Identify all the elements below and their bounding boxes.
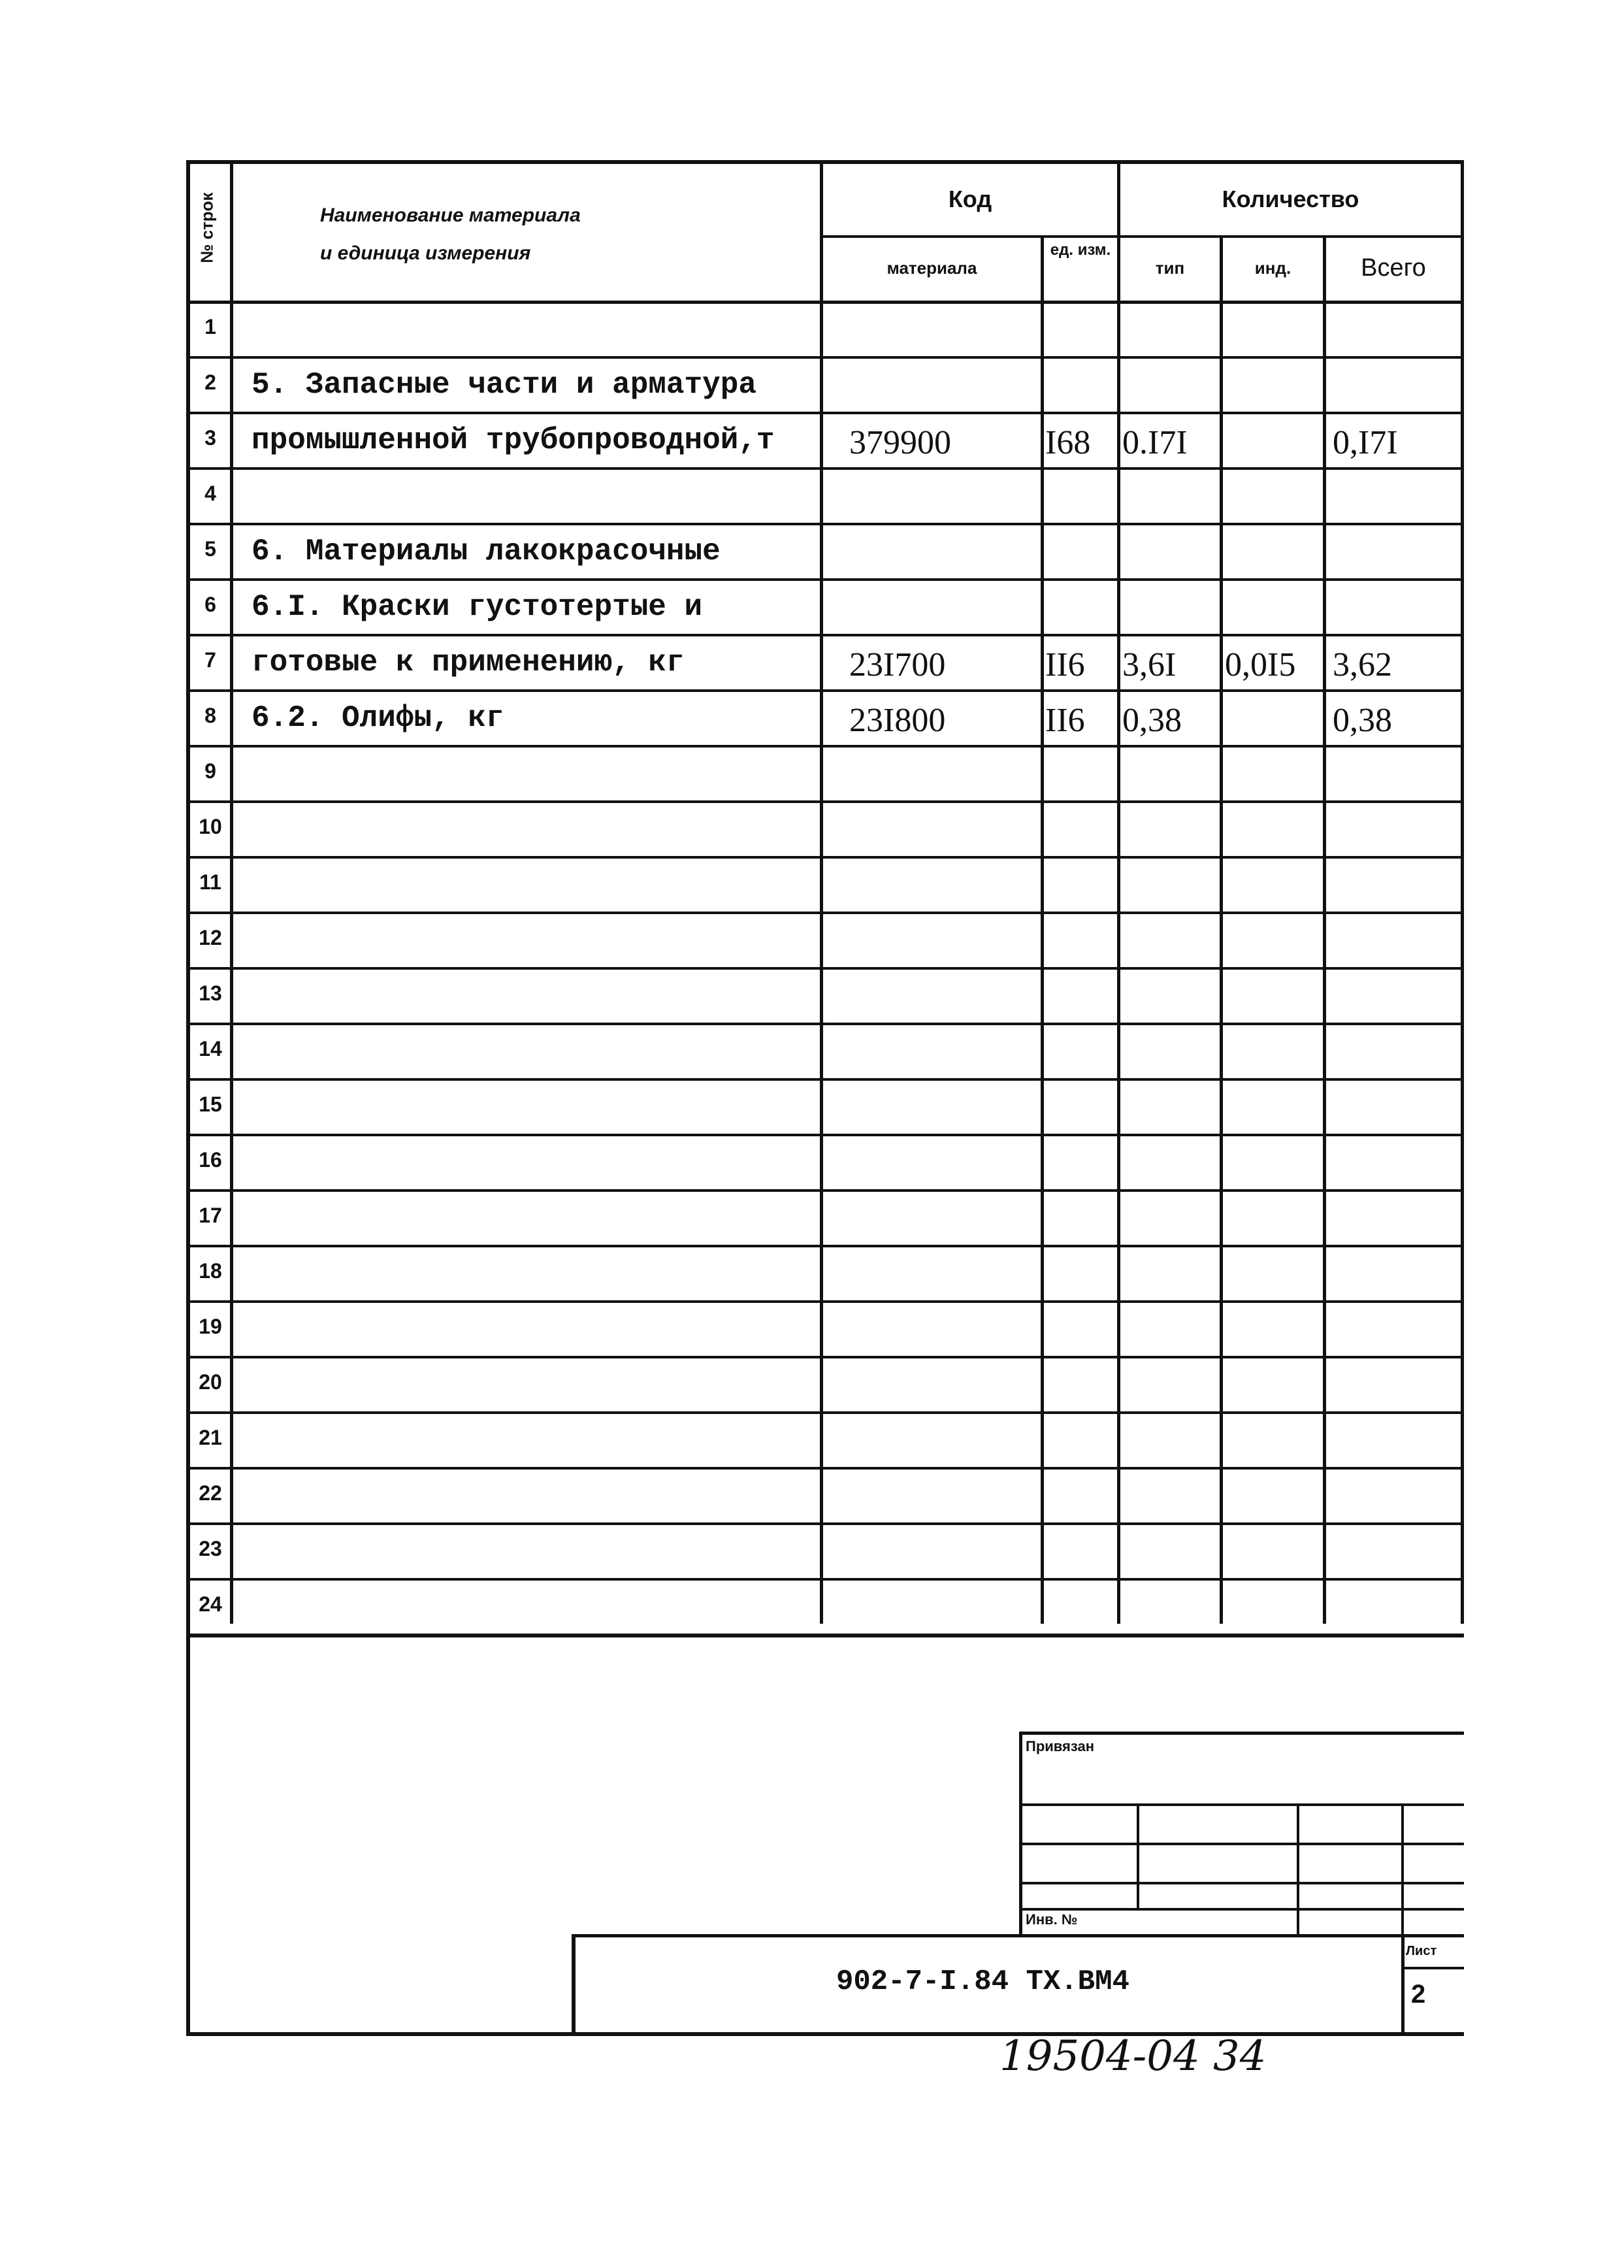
attached-col-3 — [1401, 1803, 1404, 1934]
cell-name: 5. Запасные части и арматура — [252, 368, 756, 402]
header-name-line2: и единица измерения — [320, 242, 531, 264]
row-number: 7 — [204, 648, 216, 672]
row-separator — [186, 1356, 1464, 1358]
attached-box-top — [1019, 1732, 1464, 1735]
header-code-material: материала — [886, 258, 977, 278]
attached-row-4 — [1019, 1908, 1464, 1911]
row-separator — [186, 523, 1464, 525]
cell-unit: II6 — [1045, 646, 1085, 683]
cell-name: готовые к применению, кг — [252, 646, 685, 680]
row-number: 5 — [204, 537, 216, 561]
document-designation: 902-7-I.84 TX.BM4 — [836, 1965, 1129, 1998]
row-separator — [186, 1522, 1464, 1525]
header-row-no: № строк — [197, 192, 217, 263]
attached-box-left — [1019, 1732, 1022, 1934]
stamp-top — [572, 1934, 1464, 1937]
row-separator — [186, 912, 1464, 914]
row-number: 17 — [199, 1204, 222, 1227]
cell-type: 0.I7I — [1122, 424, 1188, 461]
row-separator — [186, 856, 1464, 859]
sheet-label: Лист — [1406, 1944, 1437, 1958]
stamp-sheet-divider — [1401, 1934, 1405, 2035]
row-number: 8 — [204, 704, 216, 727]
header-quantity: Количество — [1222, 186, 1359, 212]
header-qty-ind: инд. — [1254, 258, 1291, 278]
attached-col-2 — [1297, 1803, 1299, 1934]
row-number: 23 — [199, 1537, 222, 1560]
row-separator — [186, 967, 1464, 970]
row-number: 19 — [199, 1315, 222, 1338]
row-number: 12 — [199, 926, 222, 949]
header-code: Код — [948, 186, 992, 212]
row-separator — [186, 412, 1464, 414]
row-separator — [186, 578, 1464, 581]
row-number: 6 — [204, 593, 216, 616]
attached-label: Привязан — [1026, 1738, 1095, 1754]
cell-name: 6. Материалы лакокрасочные — [252, 534, 721, 568]
row-separator — [186, 745, 1464, 748]
col-divider-rownum — [230, 160, 233, 1624]
cell-code: 23I700 — [849, 646, 946, 683]
col-divider-code — [1041, 235, 1044, 1624]
inv-no-label: Инв. № — [1026, 1911, 1078, 1928]
row-separator — [186, 800, 1464, 803]
cell-name: 6.I. Краски густотертые и — [252, 590, 703, 624]
row-number: 16 — [199, 1148, 222, 1172]
sheet-number: 2 — [1411, 1980, 1426, 2009]
row-number: 1 — [204, 315, 216, 338]
cell-code: 379900 — [849, 424, 951, 461]
row-separator — [186, 634, 1464, 636]
col-divider-ind — [1323, 235, 1326, 1624]
row-separator — [186, 1189, 1464, 1192]
cell-ind: 0,0I5 — [1225, 646, 1296, 683]
row-separator — [186, 1578, 1464, 1581]
sheet-frame-left — [186, 1624, 190, 2035]
row-number: 24 — [199, 1592, 222, 1616]
attached-row-1 — [1019, 1803, 1464, 1806]
cell-name: промышленной трубопроводной,т — [252, 423, 775, 457]
row-number: 14 — [199, 1037, 222, 1060]
header-qty-total: Всего — [1361, 254, 1426, 282]
row-separator — [186, 1245, 1464, 1247]
header-code-unit: ед. изм. — [1050, 241, 1111, 259]
row-number: 20 — [199, 1370, 222, 1394]
row-separator — [186, 689, 1464, 692]
header-name-line1: Наименование материала — [320, 205, 581, 226]
row-number: 2 — [204, 370, 216, 394]
cell-total: 0,I7I — [1333, 424, 1398, 461]
header-subdivider — [820, 235, 1464, 238]
row-number: 15 — [199, 1093, 222, 1116]
table-border-left — [186, 160, 190, 1624]
row-separator — [186, 1134, 1464, 1136]
sheet-frame-bottom — [186, 2032, 1464, 2036]
attached-col-1 — [1137, 1803, 1139, 1908]
row-number: 3 — [204, 426, 216, 450]
row-separator — [186, 356, 1464, 359]
attached-row-2 — [1019, 1843, 1464, 1845]
row-number: 22 — [199, 1481, 222, 1505]
cell-total: 3,62 — [1333, 646, 1392, 683]
sheet-label-divider — [1401, 1967, 1464, 1969]
row-number: 21 — [199, 1426, 222, 1449]
row-separator — [186, 1467, 1464, 1470]
col-divider-unit — [1117, 160, 1120, 1624]
row-number: 10 — [199, 815, 222, 838]
cell-type: 0,38 — [1122, 702, 1182, 739]
cell-name: 6.2. Олифы, кг — [252, 701, 504, 735]
row-separator — [186, 1078, 1464, 1081]
col-divider-type — [1220, 235, 1223, 1624]
row-number: 9 — [204, 759, 216, 783]
row-separator — [186, 1023, 1464, 1025]
stamp-left — [572, 1934, 576, 2035]
row-separator — [186, 467, 1464, 470]
row-separator — [186, 1411, 1464, 1414]
handwritten-archive-number: 19504-04 34 — [999, 2032, 1267, 2080]
row-number: 13 — [199, 981, 222, 1005]
cell-code: 23I800 — [849, 702, 946, 739]
attached-row-3 — [1019, 1882, 1464, 1884]
row-number: 11 — [199, 870, 221, 894]
row-separator — [186, 1300, 1464, 1303]
cell-total: 0,38 — [1333, 702, 1392, 739]
row-number: 18 — [199, 1259, 222, 1283]
cell-unit: I68 — [1045, 424, 1091, 461]
col-divider-name — [820, 160, 823, 1624]
table-border-right — [1461, 160, 1464, 1624]
row-separator — [186, 1634, 1464, 1637]
cell-type: 3,6I — [1122, 646, 1177, 683]
table-border-top — [186, 160, 1464, 164]
row-number: 4 — [204, 482, 216, 505]
header-qty-type: тип — [1155, 258, 1185, 278]
cell-unit: II6 — [1045, 702, 1085, 739]
header-bottom — [186, 301, 1464, 304]
